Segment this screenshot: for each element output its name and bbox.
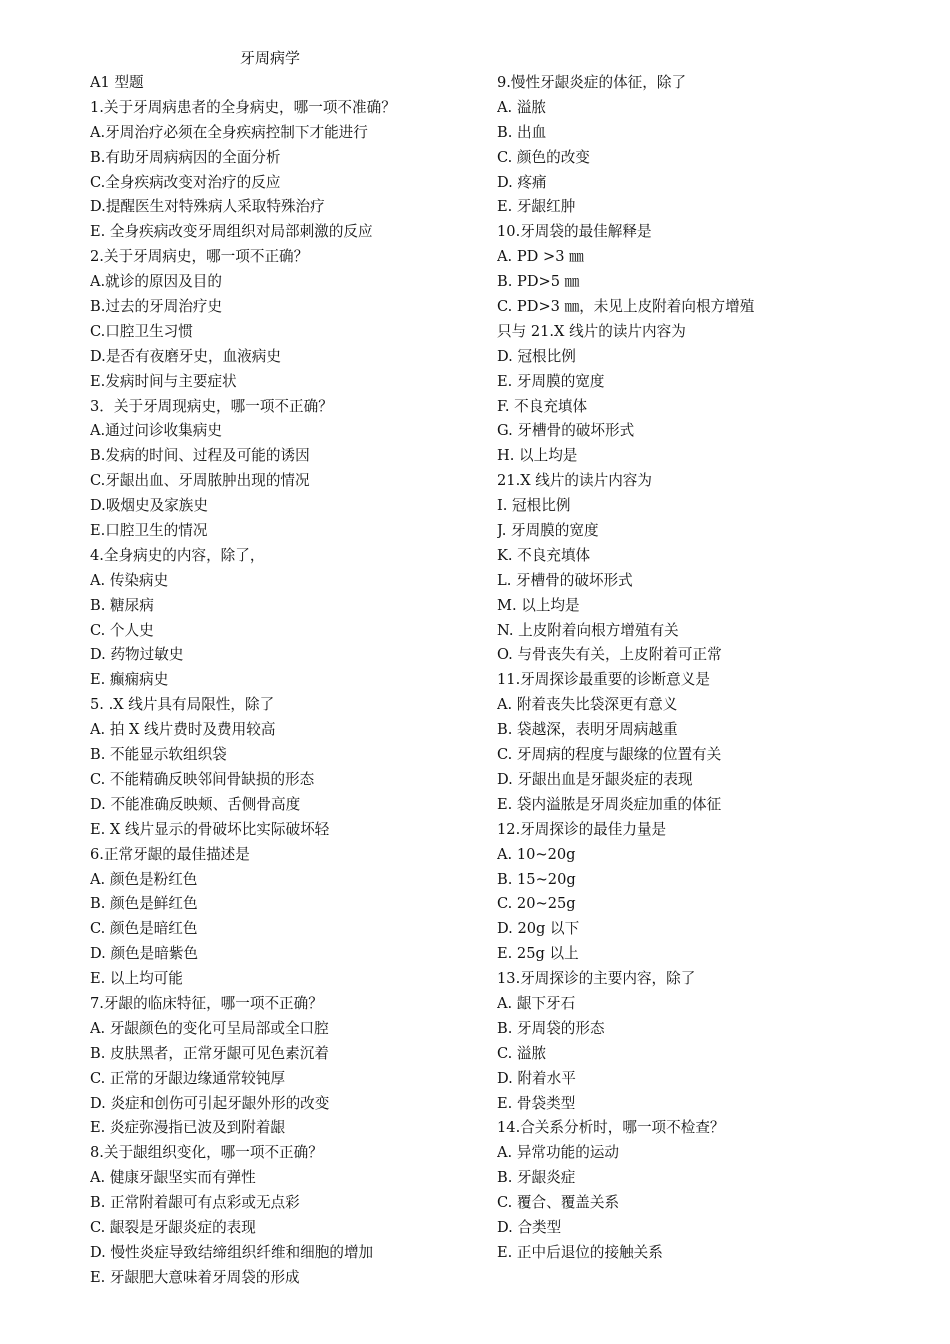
text-line: C. 覆合、覆盖关系 [497, 1194, 620, 1212]
text-line: 12.牙周探诊的最佳力量是 [497, 820, 667, 838]
text-line: 5. .X 线片具有局限性，除了 [90, 696, 275, 714]
text-line: E. 牙龈红肿 [497, 198, 576, 216]
text-line: C. 溢脓 [497, 1044, 547, 1062]
text-line: A. 传染病史 [90, 571, 169, 589]
text-line: E. 骨袋类型 [497, 1094, 576, 1112]
text-line: D. 20g 以下 [497, 920, 580, 938]
left-column [90, 71, 485, 1291]
right-column [497, 71, 907, 1266]
text-line: C. 牙周病的程度与龈缘的位置有关 [497, 746, 722, 764]
text-line: E. 癫痫病史 [90, 671, 169, 689]
text-line: H. 以上均是 [497, 447, 578, 465]
text-line: F. 不良充填体 [497, 397, 588, 415]
text-line: C. 颜色是暗红色 [90, 920, 198, 938]
text-line: B. 出血 [497, 123, 547, 141]
text-line: A.通过问诊收集病史 [90, 422, 222, 440]
page-title: 牙周病学 [240, 49, 301, 67]
text-line: B.发病的时间、过程及可能的诱因 [90, 447, 310, 465]
text-line: C. 不能精确反映邻间骨缺损的形态 [90, 770, 315, 788]
text-line: E. X 线片显示的骨破坏比实际破坏轻 [90, 820, 330, 838]
text-line: D. 疼痛 [497, 173, 547, 191]
text-line: M. 以上均是 [497, 596, 580, 614]
text-line: A. 牙龈颜色的变化可呈局部或全口腔 [90, 1019, 329, 1037]
text-line: G. 牙槽骨的破坏形式 [497, 422, 635, 440]
text-line: O. 与骨丧失有关，上皮附着可正常 [497, 646, 722, 664]
text-line: D. 不能准确反映颊、舌侧骨高度 [90, 795, 301, 813]
text-line: E. 牙周膜的宽度 [497, 372, 605, 390]
text-line: E. 炎症弥漫指已波及到附着龈 [90, 1119, 286, 1137]
text-line: D. 冠根比例 [497, 347, 576, 365]
text-line: B. 皮肤黑者，正常牙龈可见色素沉着 [90, 1044, 329, 1062]
text-line: A. 附着丧失比袋深更有意义 [497, 696, 678, 714]
text-line: 13.牙周探诊的主要内容，除了 [497, 970, 696, 988]
text-line: D.是否有夜磨牙史，血液病史 [90, 347, 281, 365]
text-line: C. 个人史 [90, 621, 154, 639]
text-line: B.有助牙周病病因的全面分析 [90, 148, 281, 166]
text-line: D. 药物过敏史 [90, 646, 184, 664]
text-line: 6.正常牙龈的最佳描述是 [90, 845, 250, 863]
text-line: B. 正常附着龈可有点彩或无点彩 [90, 1194, 300, 1212]
text-line: B. 糖尿病 [90, 596, 154, 614]
text-line: C.全身疾病改变对治疗的反应 [90, 173, 281, 191]
text-line: B.过去的牙周治疗史 [90, 298, 223, 316]
text-line: L. 牙槽骨的破坏形式 [497, 571, 633, 589]
text-line: C.口腔卫生习惯 [90, 322, 193, 340]
text-line: B. 牙周袋的形态 [497, 1019, 605, 1037]
text-line: A.就诊的原因及目的 [90, 273, 222, 291]
text-line: 9.慢性牙龈炎症的体征，除了 [497, 74, 687, 91]
text-line: B. 不能显示软组织袋 [90, 746, 227, 764]
text-line: K. 不良充填体 [497, 546, 591, 564]
text-line: 21.X 线片的读片内容为 [497, 472, 652, 490]
text-line: 2.关于牙周病史，哪一项不正确？ [90, 248, 309, 266]
text-line: B. 袋越深，表明牙周病越重 [497, 721, 678, 739]
text-line: J. 牙周膜的宽度 [497, 522, 599, 540]
text-line: E. 全身疾病改变牙周组织对局部刺激的反应 [90, 223, 373, 241]
text-line: E. 正中后退位的接触关系 [497, 1243, 663, 1261]
text-line: 10.牙周袋的最佳解释是 [497, 223, 652, 241]
text-line: 11.牙周探诊最重要的诊断意义是 [497, 671, 710, 689]
text-line: C.牙龈出血、牙周脓肿出现的情况 [90, 472, 310, 490]
text-line: A. 龈下牙石 [497, 994, 576, 1012]
text-line: A. 异常功能的运动 [497, 1144, 619, 1162]
text-line: D.吸烟史及家族史 [90, 497, 208, 515]
text-line: C. 正常的牙龈边缘通常较钝厚 [90, 1069, 286, 1087]
text-line: 4.全身病史的内容，除了， [90, 546, 265, 564]
text-line: A. 拍 X 线片费时及费用较高 [90, 721, 276, 739]
text-line: D. 炎症和创伤可引起牙龈外形的改变 [90, 1094, 330, 1112]
text-line: E.发病时间与主要症状 [90, 372, 237, 390]
text-line: A.牙周治疗必须在全身疾病控制下才能进行 [90, 123, 368, 141]
text-line: A. PD >3 ㎜ [497, 248, 584, 266]
text-line: D. 慢性炎症导致结缔组织纤维和细胞的增加 [90, 1243, 374, 1261]
text-line: E. 以上均可能 [90, 970, 183, 988]
text-line: E. 袋内溢脓是牙周炎症加重的体征 [497, 795, 722, 813]
text-line: N. 上皮附着向根方增殖有关 [497, 621, 679, 639]
text-line: 只与 21.X 线片的读片内容为 [497, 322, 686, 340]
text-line: D. 颜色是暗紫色 [90, 945, 199, 963]
text-line: E. 25g 以上 [497, 945, 579, 963]
text-line: 8.关于龈组织变化，哪一项不正确？ [90, 1144, 323, 1162]
text-line: A. 10~20g [497, 845, 576, 863]
text-line: D. 牙龈出血是牙龈炎症的表现 [497, 770, 693, 788]
text-line: 7.牙龈的临床特征，哪一项不正确？ [90, 994, 323, 1012]
text-line: D. 合类型 [497, 1218, 562, 1236]
text-line: A. 健康牙龈坚实而有弹性 [90, 1169, 256, 1187]
text-line: A. 颜色是粉红色 [90, 870, 198, 888]
text-line: A1 型题 [90, 74, 144, 91]
text-line: C. 龈裂是牙龈炎症的表现 [90, 1218, 256, 1236]
text-line: E. 牙龈肥大意味着牙周袋的形成 [90, 1268, 300, 1286]
text-line: C. 20~25g [497, 895, 576, 913]
text-line: B. PD>5 ㎜ [497, 273, 580, 291]
text-line: I. 冠根比例 [497, 497, 571, 515]
text-line: B. 15~20g [497, 870, 576, 888]
text-line: E.口腔卫生的情况 [90, 522, 208, 540]
text-line: 14.合关系分析时，哪一项不检查？ [497, 1119, 725, 1137]
text-line: B. 颜色是鲜红色 [90, 895, 198, 913]
text-line: B. 牙龈炎症 [497, 1169, 576, 1187]
text-line: D.提醒医生对特殊病人采取特殊治疗 [90, 198, 325, 216]
text-line: 3．关于牙周现病史，哪一项不正确？ [90, 397, 333, 415]
text-line: 1.关于牙周病患者的全身病史，哪一项不准确？ [90, 98, 396, 116]
text-line: D. 附着水平 [497, 1069, 576, 1087]
text-line: A. 溢脓 [497, 98, 547, 116]
text-line: C. PD>3 ㎜，未见上皮附着向根方增殖 [497, 298, 755, 316]
text-line: C. 颜色的改变 [497, 148, 590, 166]
